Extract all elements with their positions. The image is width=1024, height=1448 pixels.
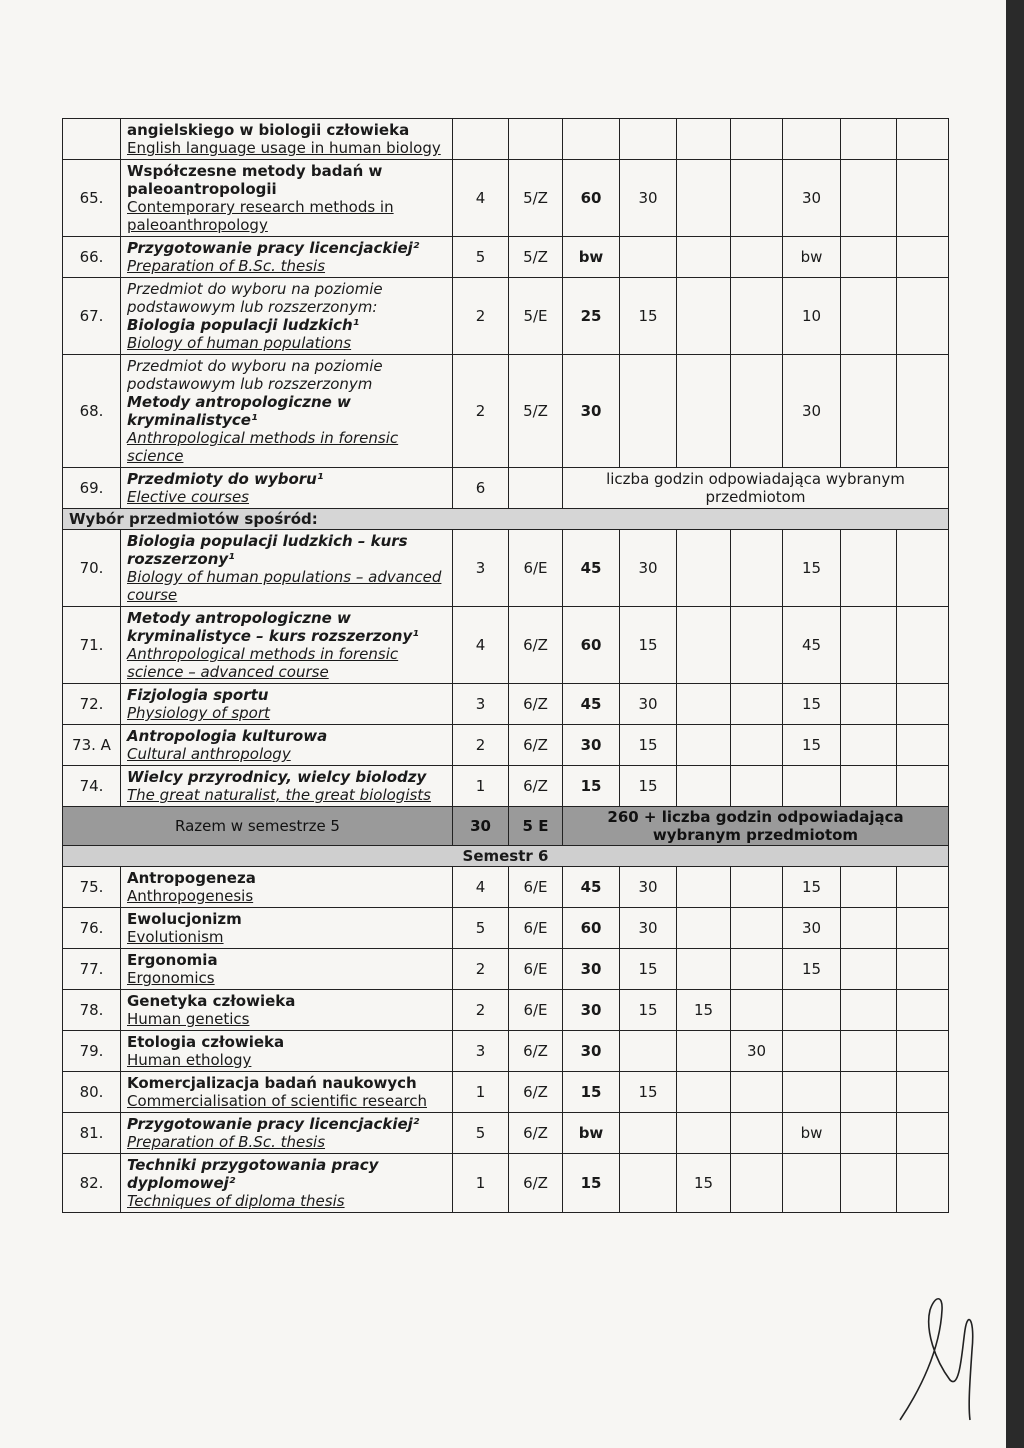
subject-en: Human genetics [127,1010,250,1028]
table-row [63,355,949,468]
ects-cell: 1 [453,1072,509,1113]
form-cell: 6/Z [509,684,563,725]
row-number: 69. [63,468,121,509]
row-number: 73. A [63,725,121,766]
subject-pl: Przedmioty do wyboru¹ [127,470,324,488]
subject-pl: Przygotowanie pracy licencjackiej² [127,239,420,257]
table-row [63,949,949,990]
table-row [63,725,949,766]
table-row [63,160,949,237]
subject-pl: Komercjalizacja badań naukowych [127,1074,417,1092]
ects-cell: 4 [453,607,509,684]
total-hours-cell: 30 [563,949,620,990]
hours-cell-5: 15 [783,867,841,908]
lecture-hours-cell: 15 [620,725,677,766]
hours-cell-5: 30 [783,355,841,468]
hours-cell-7 [897,990,949,1031]
ects-cell: 2 [453,278,509,355]
ects-cell: 6 [453,468,509,509]
row-number: 65. [63,160,121,237]
hours-cell-4 [731,1113,783,1154]
hours-cell-6 [841,278,897,355]
ects-cell: 1 [453,766,509,807]
hours-cell-4 [731,237,783,278]
subject-cell [121,867,453,908]
hours-cell-6 [841,908,897,949]
row-number: 77. [63,949,121,990]
hours-cell-3 [677,355,731,468]
form-cell: 6/E [509,908,563,949]
subject-pl: Techniki przygotowania pracy dyplomowej² [127,1156,379,1192]
hours-cell-5: 15 [783,684,841,725]
form-cell: 6/Z [509,1031,563,1072]
hours-cell-3: 15 [677,990,731,1031]
form-cell: 6/Z [509,1154,563,1213]
lecture-hours-cell [620,355,677,468]
hours-cell-7 [897,237,949,278]
subject-prefix: Przedmiot do wyboru na poziomie podstawowym lub rozszerzonym [127,357,383,393]
hours-cell-7 [897,725,949,766]
hours-cell-5 [783,119,841,160]
hours-cell-7 [897,119,949,160]
table-row [63,1031,949,1072]
subject-pl: Metody antropologiczne w kryminalistyce¹ [127,393,351,429]
hours-cell-4 [731,1154,783,1213]
hours-cell-6 [841,237,897,278]
hours-cell-4 [731,766,783,807]
subject-en: Contemporary research methods in paleoanthropology [127,198,394,234]
total-hours-cell: 30 [563,725,620,766]
hours-cell-6 [841,1154,897,1213]
hours-cell-3 [677,278,731,355]
total-form: 5 E [509,807,563,846]
table-row [63,908,949,949]
subject-en: Ergonomics [127,969,215,987]
hours-cell-3 [677,949,731,990]
total-hours-cell: bw [563,1113,620,1154]
lecture-hours-cell [620,1154,677,1213]
hours-cell-7 [897,949,949,990]
lecture-hours-cell: 15 [620,766,677,807]
hours-cell-6 [841,766,897,807]
hours-cell-3 [677,119,731,160]
hours-cell-3 [677,160,731,237]
subject-en: Commercialisation of scientific research [127,1092,427,1110]
hours-cell-3 [677,908,731,949]
row-number: 72. [63,684,121,725]
lecture-hours-cell [620,119,677,160]
form-cell: 5/Z [509,355,563,468]
hours-cell-4 [731,908,783,949]
ects-cell: 4 [453,867,509,908]
hours-cell-7 [897,355,949,468]
subject-cell [121,949,453,990]
subject-en: Anthropogenesis [127,887,254,905]
total-hours-cell: 30 [563,1031,620,1072]
hours-cell-5: 15 [783,949,841,990]
hours-cell-3 [677,1113,731,1154]
hours-cell-6 [841,725,897,766]
row-number: 71. [63,607,121,684]
table-row [63,119,949,160]
subject-cell [121,607,453,684]
ects-cell: 2 [453,725,509,766]
semester-label: Semestr 6 [63,846,949,867]
total-row [63,807,949,846]
subject-cell [121,468,453,509]
row-number: 66. [63,237,121,278]
total-hours-cell: 25 [563,278,620,355]
hours-cell-7 [897,278,949,355]
table-row [63,990,949,1031]
form-cell: 6/E [509,990,563,1031]
ects-cell: 2 [453,949,509,990]
total-hours-cell: 45 [563,867,620,908]
total-hours-cell: 30 [563,355,620,468]
table-row [63,867,949,908]
row-number: 70. [63,530,121,607]
hours-cell-3 [677,237,731,278]
form-cell: 6/E [509,867,563,908]
hours-cell-3 [677,1031,731,1072]
form-cell: 6/Z [509,766,563,807]
hours-cell-3 [677,1072,731,1113]
table-row [63,1154,949,1213]
hours-cell-6 [841,119,897,160]
row-number: 80. [63,1072,121,1113]
table-row [63,237,949,278]
signature-icon [880,1290,990,1430]
lecture-hours-cell: 15 [620,990,677,1031]
form-cell: 6/Z [509,607,563,684]
section-label: Wybór przedmiotów spośród: [63,509,949,530]
curriculum-table [62,118,949,1213]
subject-cell [121,119,453,160]
subject-cell [121,278,453,355]
row-number [63,119,121,160]
hours-cell-5: 15 [783,725,841,766]
row-number: 76. [63,908,121,949]
hours-cell-7 [897,1031,949,1072]
lecture-hours-cell: 30 [620,867,677,908]
hours-cell-5: 45 [783,607,841,684]
lecture-hours-cell: 15 [620,949,677,990]
hours-cell-5: 30 [783,908,841,949]
total-hours-cell: 45 [563,530,620,607]
subject-en: Anthropological methods in forensic science – advanced course [127,645,399,681]
subject-prefix: Przedmiot do wyboru na poziomie podstawowym lub rozszerzonym: [127,280,383,316]
subject-cell [121,530,453,607]
lecture-hours-cell: 30 [620,684,677,725]
form-cell: 6/E [509,949,563,990]
hours-cell-4: 30 [731,1031,783,1072]
ects-cell: 4 [453,160,509,237]
hours-cell-4 [731,355,783,468]
subject-en: Cultural anthropology [127,745,291,763]
hours-cell-6 [841,867,897,908]
hours-cell-3 [677,766,731,807]
subject-pl: Biologia populacji ludzkich¹ [127,316,360,334]
subject-pl: Fizjologia sportu [127,686,269,704]
total-hours-cell: 30 [563,990,620,1031]
hours-cell-6 [841,1072,897,1113]
ects-cell: 5 [453,237,509,278]
hours-cell-6 [841,607,897,684]
form-cell: 6/Z [509,725,563,766]
hours-note: liczba godzin odpowiadająca wybranym przedmiotom [563,468,949,509]
total-hours-cell: 15 [563,766,620,807]
lecture-hours-cell [620,1113,677,1154]
total-hours-cell: 60 [563,607,620,684]
subject-pl: angielskiego w biologii człowieka [127,121,410,139]
hours-cell-6 [841,530,897,607]
subject-pl: Metody antropologiczne w kryminalistyce – kurs rozszerzony¹ [127,609,419,645]
table-row [63,766,949,807]
total-hours-cell: 15 [563,1154,620,1213]
subject-en: The great naturalist, the great biologists [127,786,431,804]
subject-en: Preparation of B.Sc. thesis [127,257,326,275]
form-cell [509,119,563,160]
hours-cell-5: bw [783,237,841,278]
subject-cell [121,684,453,725]
hours-cell-4 [731,949,783,990]
subject-pl: Współczesne metody badań w paleoantropologii [127,162,383,198]
hours-cell-4 [731,278,783,355]
row-number: 75. [63,867,121,908]
table-row [63,1072,949,1113]
ects-cell: 5 [453,1113,509,1154]
hours-cell-4 [731,607,783,684]
row-number: 68. [63,355,121,468]
hours-cell-6 [841,160,897,237]
hours-cell-4 [731,725,783,766]
hours-cell-7 [897,1113,949,1154]
subject-pl: Antropogeneza [127,869,256,887]
subject-cell [121,355,453,468]
total-hours-cell: 60 [563,160,620,237]
ects-cell: 1 [453,1154,509,1213]
hours-cell-4 [731,1072,783,1113]
hours-cell-7 [897,684,949,725]
lecture-hours-cell: 30 [620,160,677,237]
row-number: 81. [63,1113,121,1154]
hours-cell-5: 30 [783,160,841,237]
subject-cell [121,237,453,278]
form-cell: 6/E [509,530,563,607]
hours-cell-6 [841,1031,897,1072]
hours-cell-5 [783,1154,841,1213]
subject-pl: Ewolucjonizm [127,910,242,928]
lecture-hours-cell: 15 [620,607,677,684]
subject-en: Anthropological methods in forensic science [127,429,399,465]
hours-cell-5: 15 [783,530,841,607]
total-label: Razem w semestrze 5 [63,807,453,846]
scan-edge [1006,0,1024,1448]
ects-cell: 3 [453,1031,509,1072]
total-hours-cell: 15 [563,1072,620,1113]
table-row [63,278,949,355]
subject-en: English language usage in human biology [127,139,441,157]
lecture-hours-cell [620,237,677,278]
total-hours-cell: 60 [563,908,620,949]
form-cell: 5/E [509,278,563,355]
subject-pl: Etologia człowieka [127,1033,285,1051]
hours-cell-3 [677,867,731,908]
hours-cell-7 [897,766,949,807]
hours-cell-3 [677,530,731,607]
hours-cell-3 [677,684,731,725]
hours-cell-7 [897,160,949,237]
subject-cell [121,160,453,237]
subject-pl: Biologia populacji ludzkich – kurs rozszerzony¹ [127,532,408,568]
hours-cell-3 [677,725,731,766]
lecture-hours-cell: 15 [620,278,677,355]
ects-cell: 3 [453,684,509,725]
row-number: 82. [63,1154,121,1213]
hours-cell-5 [783,1072,841,1113]
hours-cell-7 [897,607,949,684]
subject-pl: Ergonomia [127,951,218,969]
total-ects: 30 [453,807,509,846]
subject-en: Elective courses [127,488,249,506]
total-hours-cell: bw [563,237,620,278]
hours-cell-5 [783,766,841,807]
total-note: 260 + liczba godzin odpowiadająca wybranym przedmiotom [563,807,949,846]
ects-cell [453,119,509,160]
hours-cell-6 [841,949,897,990]
lecture-hours-cell [620,1031,677,1072]
subject-cell [121,1154,453,1213]
ects-cell: 3 [453,530,509,607]
hours-cell-6 [841,990,897,1031]
total-hours-cell: 45 [563,684,620,725]
hours-cell-4 [731,119,783,160]
hours-cell-6 [841,1113,897,1154]
subject-en: Techniques of diploma thesis [127,1192,345,1210]
semester-row [63,846,949,867]
hours-cell-7 [897,530,949,607]
subject-pl: Antropologia kulturowa [127,727,328,745]
ects-cell: 2 [453,990,509,1031]
total-hours-cell [563,119,620,160]
hours-cell-5 [783,990,841,1031]
hours-cell-7 [897,908,949,949]
subject-cell [121,908,453,949]
lecture-hours-cell: 15 [620,1072,677,1113]
hours-cell-7 [897,1154,949,1213]
hours-cell-3: 15 [677,1154,731,1213]
subject-cell [121,766,453,807]
ects-cell: 2 [453,355,509,468]
ects-cell: 5 [453,908,509,949]
subject-en: Preparation of B.Sc. thesis [127,1133,326,1151]
subject-cell [121,725,453,766]
hours-cell-7 [897,867,949,908]
hours-cell-5: bw [783,1113,841,1154]
subject-en: Human ethology [127,1051,252,1069]
lecture-hours-cell: 30 [620,908,677,949]
form-cell: 5/Z [509,237,563,278]
table-row [63,530,949,607]
table-row [63,468,949,509]
hours-cell-7 [897,1072,949,1113]
table-row [63,684,949,725]
subject-en: Evolutionism [127,928,224,946]
hours-cell-6 [841,684,897,725]
hours-cell-4 [731,990,783,1031]
subject-pl: Przygotowanie pracy licencjackiej² [127,1115,420,1133]
hours-cell-3 [677,607,731,684]
row-number: 67. [63,278,121,355]
subject-cell [121,1031,453,1072]
hours-cell-4 [731,530,783,607]
subject-en: Physiology of sport [127,704,270,722]
section-row [63,509,949,530]
subject-en: Biology of human populations – advanced course [127,568,442,604]
subject-cell [121,1072,453,1113]
table-row [63,1113,949,1154]
form-cell: 6/Z [509,1072,563,1113]
row-number: 78. [63,990,121,1031]
row-number: 74. [63,766,121,807]
subject-en: Biology of human populations [127,334,352,352]
hours-cell-5 [783,1031,841,1072]
lecture-hours-cell: 30 [620,530,677,607]
hours-cell-4 [731,867,783,908]
subject-cell [121,1113,453,1154]
subject-pl: Wielcy przyrodnicy, wielcy biolodzy [127,768,427,786]
table-row [63,607,949,684]
row-number: 79. [63,1031,121,1072]
form-cell: 6/Z [509,1113,563,1154]
subject-cell [121,990,453,1031]
hours-cell-4 [731,160,783,237]
hours-cell-6 [841,355,897,468]
subject-pl: Genetyka człowieka [127,992,296,1010]
form-cell: 5/Z [509,160,563,237]
hours-cell-5: 10 [783,278,841,355]
hours-cell-4 [731,684,783,725]
